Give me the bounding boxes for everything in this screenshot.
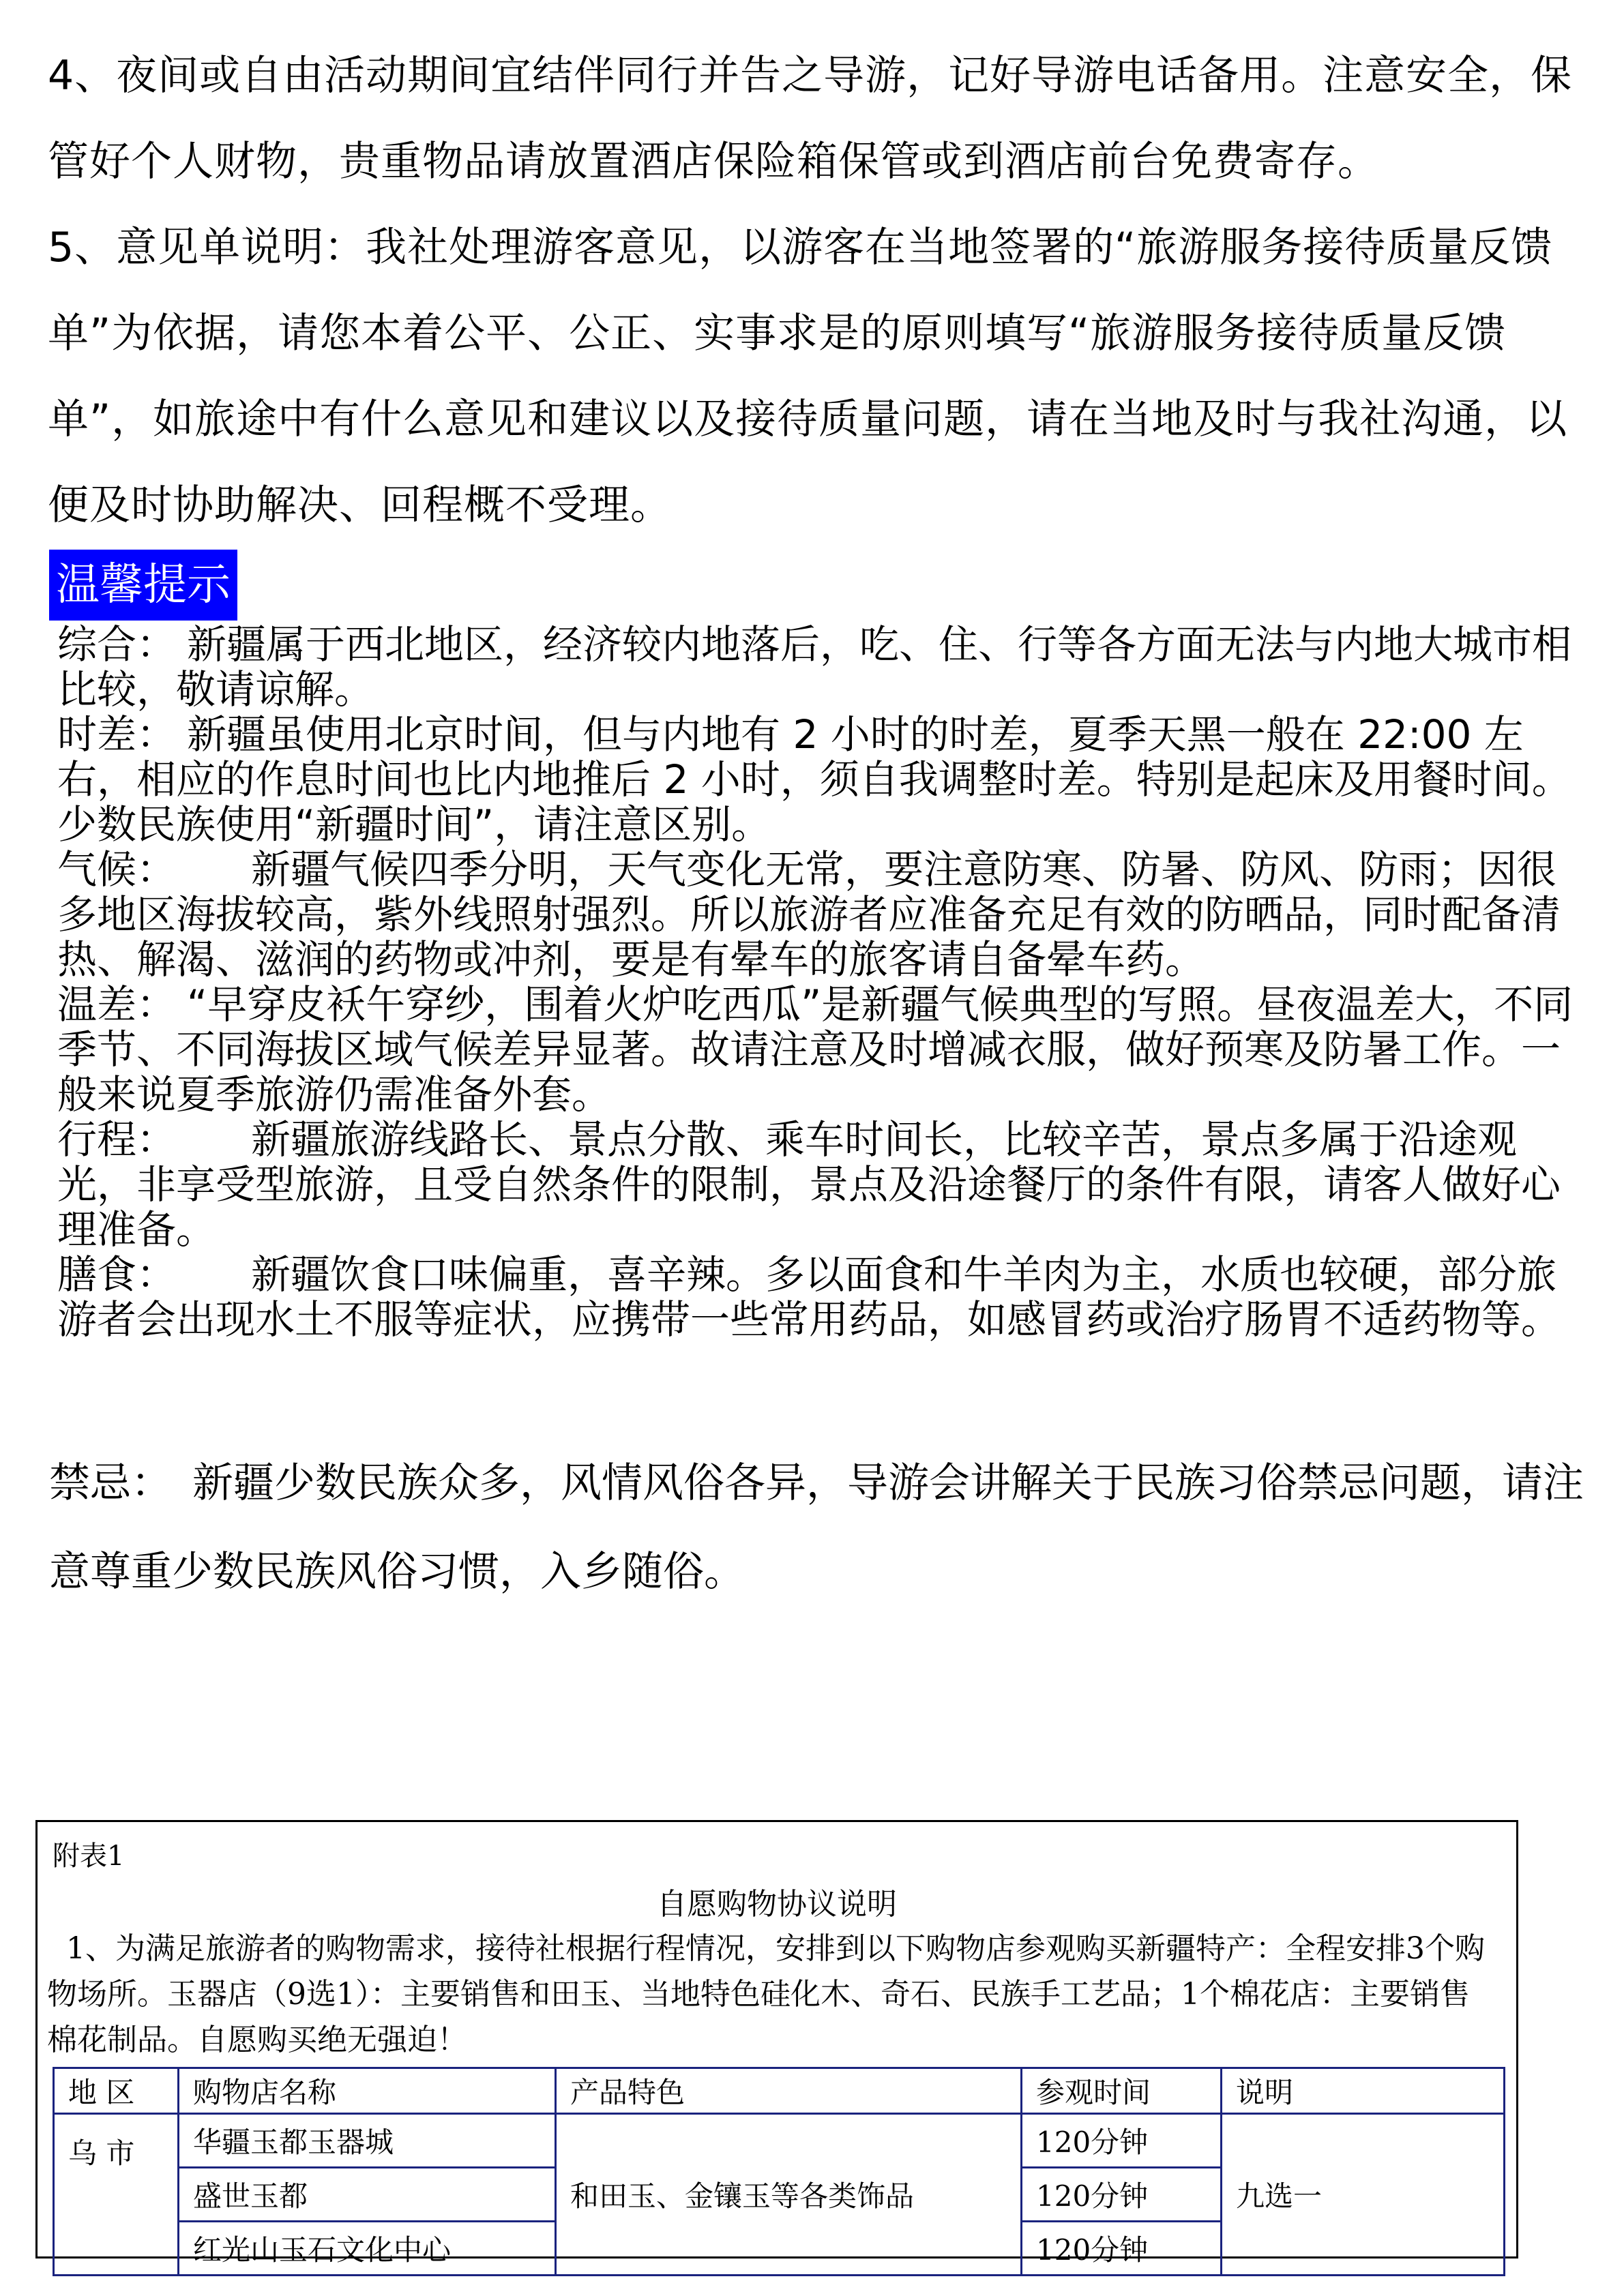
column-header: 产品特色 (556, 2068, 1022, 2114)
tip-text: 新疆虽使用北京时间，但与内地有 2 小时的时差，夏季天黑一般在 22:00 左右，相应的作息时间也比内地推后 2 小时，须自我调整时差。特别是起床及用餐时间。少数民族使用“新疆时间”，请注意区别。 (57, 711, 1571, 848)
product-cell: 和田玉、金镶玉等各类饰品 (556, 2114, 1022, 2276)
tip-text: 新疆气候四季分明，天气变化无常，要注意防寒、防暑、防风、防雨；因很多地区海拔较高，紫外线照射强烈。所以旅游者应准备充足有效的防晒品，同时配备清热、解渴、滋润的药物或冲剂，要是有晕车的旅客请自备晕车药。 (57, 846, 1561, 983)
tip-taboo (49, 1439, 1597, 1616)
tip-label: 膳食： (57, 1251, 177, 1298)
note-item-4: 4、夜间或自由活动期间宜结伴同行并告之导游，记好导游电话备用。注意安全，保管好个人财物，贵重物品请放置酒店保险箱保管或到酒店前台免费寄存。 (48, 52, 1573, 185)
tip-text: “早穿皮袄午穿纱，围着火炉吃西瓜”是新疆气候典型的写照。昼夜温差大，不同季节、不同海拔区域气候差异显著。故请注意及时增减衣服，做好预寒及防暑工作。一般来说夏季旅游仍需准备外套。 (57, 981, 1574, 1118)
tip-label: 温差： (57, 981, 177, 1028)
appendix-box (35, 1820, 1518, 2267)
shop-name-cell: 红光山玉石文化中心 (179, 2222, 556, 2276)
tip-meals (57, 1252, 1592, 1342)
warm-tips-banner: 温馨提示 (49, 550, 237, 621)
column-header: 地 区 (54, 2068, 179, 2114)
column-header: 说明 (1222, 2068, 1505, 2114)
visit-time-cell: 120分钟 (1022, 2114, 1222, 2168)
tip-label: 行程： (57, 1116, 177, 1163)
tip-itinerary (57, 1117, 1592, 1252)
area-cell: 乌 市 (54, 2114, 179, 2276)
note-item-5: 5、意见单说明：我社处理游客意见，以游客在当地签署的“旅游服务接待质量反馈单”为依据，请您本着公平、公正、实事求是的原则填写“旅游服务接待质量反馈单”，如旅途中有什么意见和建议以及接待质量问题，请在当地及时与我社沟通，以便及时协助解决、回程概不受理。 (48, 224, 1568, 529)
table-header-row (54, 2068, 1505, 2114)
column-header: 参观时间 (1022, 2068, 1222, 2114)
note-cell: 九选一 (1222, 2114, 1505, 2276)
visit-time-cell: 120分钟 (1022, 2168, 1222, 2222)
tip-text: 新疆饮食口味偏重，喜辛辣。多以面食和牛羊肉为主，水质也较硬，部分旅游者会出现水土不服等症状，应携带一些常用药品，如感冒药或治疗肠胃不适药物等。 (57, 1251, 1561, 1343)
shopping-table (53, 2067, 1505, 2276)
tip-text: 新疆少数民族众多，风情风俗各异，导游会讲解关于民族习俗禁忌问题，请注意尊重少数民族风俗习惯，入乡随俗。 (49, 1459, 1584, 1596)
shop-name-cell: 盛世玉都 (179, 2168, 556, 2222)
tip-label: 时差： (57, 711, 177, 758)
tip-label: 禁忌： (49, 1459, 172, 1507)
appendix-title: 自愿购物协议说明 (657, 1887, 897, 1922)
visit-time-cell: 120分钟 (1022, 2222, 1222, 2276)
tip-label: 气候： (57, 846, 177, 893)
appendix-intro: 1、为满足旅游者的购物需求，接待社根据行程情况，安排到以下购物店参观购买新疆特产：全程安排3个购物场所。玉器店（9选1）：主要销售和田玉、当地特色硅化木、奇石、民族手工艺品；1个棉花店：主要销售棉花制品。自愿购买绝无强迫！ (47, 1931, 1485, 2057)
tip-time-difference (57, 712, 1592, 847)
tip-general (57, 622, 1592, 712)
appendix-label: 附表1 (53, 1840, 125, 1872)
warm-tips-list (57, 622, 1592, 1342)
tip-text: 新疆旅游线路长、景点分散、乘车时间长，比较辛苦，景点多属于沿途观光，非享受型旅游，且受自然条件的限制，景点及沿途餐厅的条件有限，请客人做好心理准备。 (57, 1116, 1561, 1253)
tip-text: 新疆属于西北地区，经济较内地落后，吃、住、行等各方面无法与内地大城市相比较，敬请谅解。 (57, 621, 1572, 713)
table-row (54, 2114, 1505, 2168)
shop-name-cell: 华疆玉都玉器城 (179, 2114, 556, 2168)
column-header: 购物店名称 (179, 2068, 556, 2114)
tip-label: 综合： (57, 621, 177, 668)
tip-temperature (57, 982, 1592, 1117)
tip-climate (57, 847, 1592, 982)
